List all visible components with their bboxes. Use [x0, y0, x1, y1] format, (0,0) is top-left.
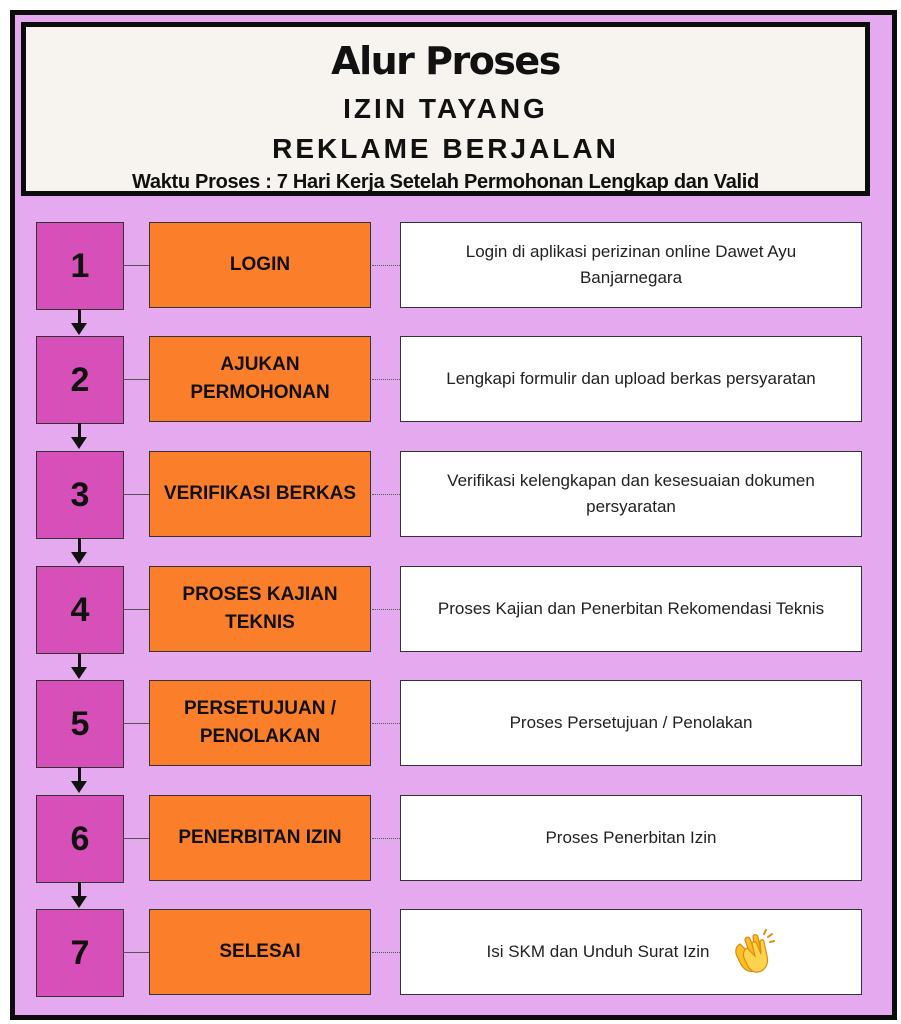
step-label: VERIFIKASI BERKAS [149, 451, 371, 537]
step-label: PERSETUJUAN / PENOLAKAN [149, 680, 371, 766]
step-number: 6 [36, 795, 124, 883]
step-3 [0, 451, 901, 539]
dotted-connector [372, 609, 400, 610]
step-6 [0, 795, 901, 883]
dotted-connector [372, 952, 400, 953]
page-title: Alur Proses [331, 39, 560, 83]
step-number: 4 [36, 566, 124, 654]
dotted-connector [372, 494, 400, 495]
connector-line [123, 723, 149, 724]
step-description: Lengkapi formulir dan upload berkas persyaratan [400, 336, 862, 422]
connector-line [123, 838, 149, 839]
subtitle-line-1: IZIN TAYANG [343, 93, 548, 124]
step-description: Proses Persetujuan / Penolakan [400, 680, 862, 766]
down-arrow-icon [78, 767, 81, 783]
dotted-connector [372, 265, 400, 266]
dotted-connector [372, 838, 400, 839]
step-description: Login di aplikasi perizinan online Dawet Ayu Banjarnegara [400, 222, 862, 308]
step-number: 7 [36, 909, 124, 997]
step-4 [0, 566, 901, 654]
step-number: 1 [36, 222, 124, 310]
step-label: PENERBITAN IZIN [149, 795, 371, 881]
step-description: Proses Penerbitan Izin [400, 795, 862, 881]
down-arrow-icon [78, 653, 81, 669]
step-description [400, 909, 862, 995]
down-arrow-icon [78, 309, 81, 325]
clapping-hands-icon [728, 928, 776, 976]
dotted-connector [372, 723, 400, 724]
step-label: AJUKAN PERMOHONAN [149, 336, 371, 422]
connector-line [123, 952, 149, 953]
step-number: 5 [36, 680, 124, 768]
down-arrow-icon [78, 423, 81, 439]
step-2 [0, 336, 901, 424]
down-arrow-icon [78, 538, 81, 554]
connector-line [123, 494, 149, 495]
step-5 [0, 680, 901, 768]
step-label: PROSES KAJIAN TEKNIS [149, 566, 371, 652]
connector-line [123, 379, 149, 380]
dotted-connector [372, 379, 400, 380]
step-description: Verifikasi kelengkapan dan kesesuaian dokumen persyaratan [400, 451, 862, 537]
down-arrow-icon [78, 882, 81, 898]
step-description: Proses Kajian dan Penerbitan Rekomendasi Teknis [400, 566, 862, 652]
connector-line [123, 265, 149, 266]
subtitle-line-2: REKLAME BERJALAN [272, 133, 619, 164]
connector-line [123, 609, 149, 610]
step-number: 2 [36, 336, 124, 424]
step-7 [0, 909, 901, 997]
step-number: 3 [36, 451, 124, 539]
header-box [21, 22, 870, 196]
step-description-text: Isi SKM dan Unduh Surat Izin [486, 942, 710, 961]
step-label: LOGIN [149, 222, 371, 308]
step-1 [0, 222, 901, 310]
process-time: Waktu Proses : 7 Hari Kerja Setelah Permohonan Lengkap dan Valid [132, 171, 759, 193]
step-label: SELESAI [149, 909, 371, 995]
